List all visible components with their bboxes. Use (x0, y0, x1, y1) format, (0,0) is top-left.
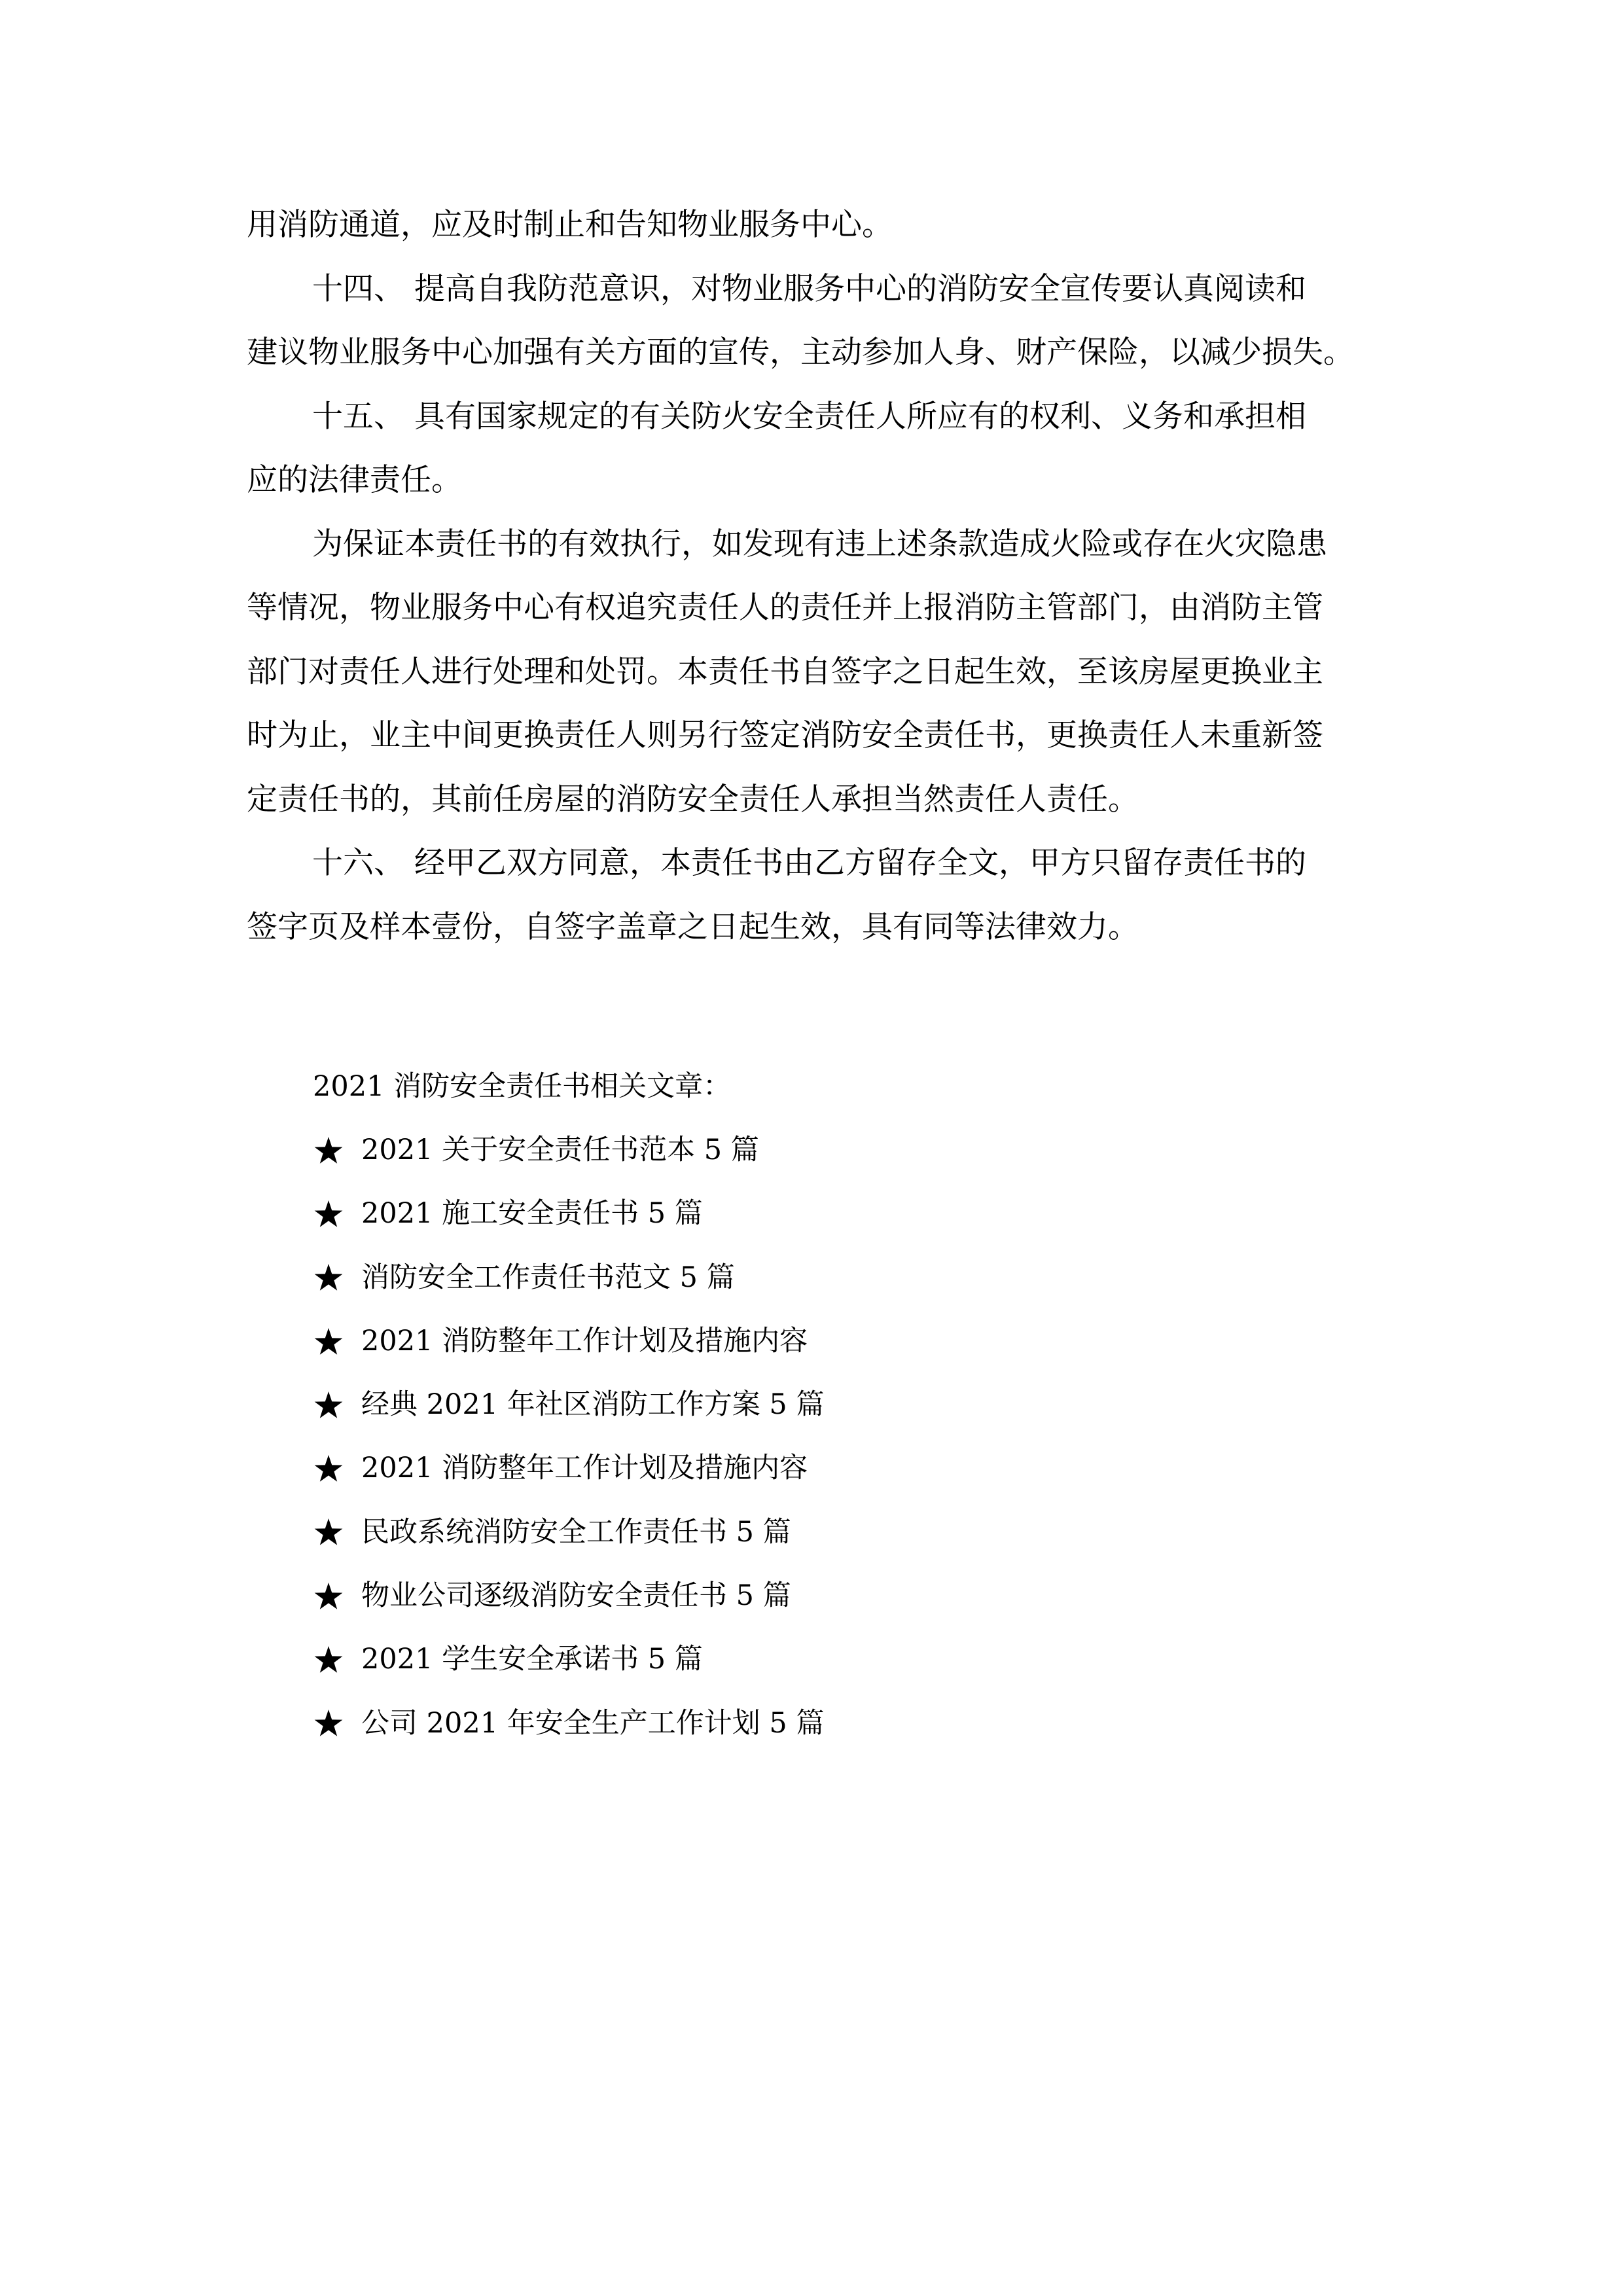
related-article-link[interactable]: 2021 施工安全责任书 5 篇 (361, 1197, 703, 1230)
related-articles-list (313, 1119, 1229, 1755)
clause-14-line: 十四、 提高自我防范意识，对物业服务中心的消防安全宣传要认真阅读和 (312, 270, 1306, 307)
black-star-icon (313, 1644, 344, 1676)
related-article-item[interactable] (313, 1310, 1229, 1373)
body-line: 用消防通道，应及时制止和告知物业服务中心。 (247, 207, 893, 243)
related-article-item[interactable] (313, 1692, 1229, 1755)
related-article-link[interactable]: 2021 关于安全责任书范本 5 篇 (361, 1134, 759, 1166)
body-line: 应的法律责任。 (247, 462, 462, 498)
body-line: 部门对责任人进行处理和处罚。本责任书自签字之日起生效，至该房屋更换业主 (247, 653, 1323, 690)
black-star-icon (313, 1326, 344, 1357)
related-article-item[interactable] (313, 1246, 1229, 1310)
related-article-item[interactable] (313, 1564, 1229, 1628)
body-line: 签字页及样本壹份，自签字盖章之日起生效，具有同等法律效力。 (247, 908, 1139, 945)
black-star-icon (313, 1708, 344, 1739)
related-article-link[interactable]: 消防安全工作责任书范文 5 篇 (361, 1261, 735, 1294)
related-article-link[interactable]: 2021 消防整年工作计划及措施内容 (361, 1452, 808, 1485)
black-star-icon (313, 1581, 344, 1612)
related-articles (313, 1055, 1229, 1755)
body-text (247, 193, 1379, 959)
related-article-link[interactable]: 民政系统消防安全工作责任书 5 篇 (361, 1515, 791, 1549)
related-articles-title: 2021 消防安全责任书相关文章： (313, 1070, 732, 1103)
clause-15-line: 十五、 具有国家规定的有关防火安全责任人所应有的权利、义务和承担相 (312, 398, 1306, 435)
related-article-item[interactable] (313, 1501, 1229, 1564)
related-article-item[interactable] (313, 1119, 1229, 1182)
related-article-link[interactable]: 物业公司逐级消防安全责任书 5 篇 (361, 1579, 791, 1613)
related-article-item[interactable] (313, 1437, 1229, 1500)
black-star-icon (313, 1262, 344, 1293)
body-line: 定责任书的，其前任房屋的消防安全责任人承担当然责任人责任。 (247, 781, 1139, 817)
black-star-icon (313, 1135, 344, 1166)
paragraph-start-line: 为保证本责任书的有效执行，如发现有违上述条款造成火险或存在火灾隐患 (312, 526, 1327, 562)
black-star-icon (313, 1453, 344, 1484)
body-line: 时为止，业主中间更换责任人则另行签定消防安全责任书，更换责任人未重新签 (247, 717, 1323, 753)
related-article-link[interactable]: 2021 消防整年工作计划及措施内容 (361, 1324, 808, 1357)
black-star-icon (313, 1390, 344, 1421)
related-article-item[interactable] (313, 1182, 1229, 1246)
related-article-link[interactable]: 2021 学生安全承诺书 5 篇 (361, 1643, 703, 1676)
related-article-link[interactable]: 公司 2021 年安全生产工作计划 5 篇 (361, 1706, 825, 1740)
related-article-link[interactable]: 经典 2021 年社区消防工作方案 5 篇 (361, 1388, 825, 1422)
related-article-item[interactable] (313, 1373, 1229, 1437)
related-article-item[interactable] (313, 1628, 1229, 1691)
clause-16-line: 十六、 经甲乙双方同意，本责任书由乙方留存全文，甲方只留存责任书的 (312, 845, 1306, 881)
black-star-icon (313, 1198, 344, 1230)
body-line: 建议物业服务中心加强有关方面的宣传，主动参加人身、财产保险，以减少损失。 (247, 334, 1354, 370)
body-line: 等情况，物业服务中心有权追究责任人的责任并上报消防主管部门，由消防主管 (247, 590, 1323, 626)
black-star-icon (313, 1516, 344, 1548)
